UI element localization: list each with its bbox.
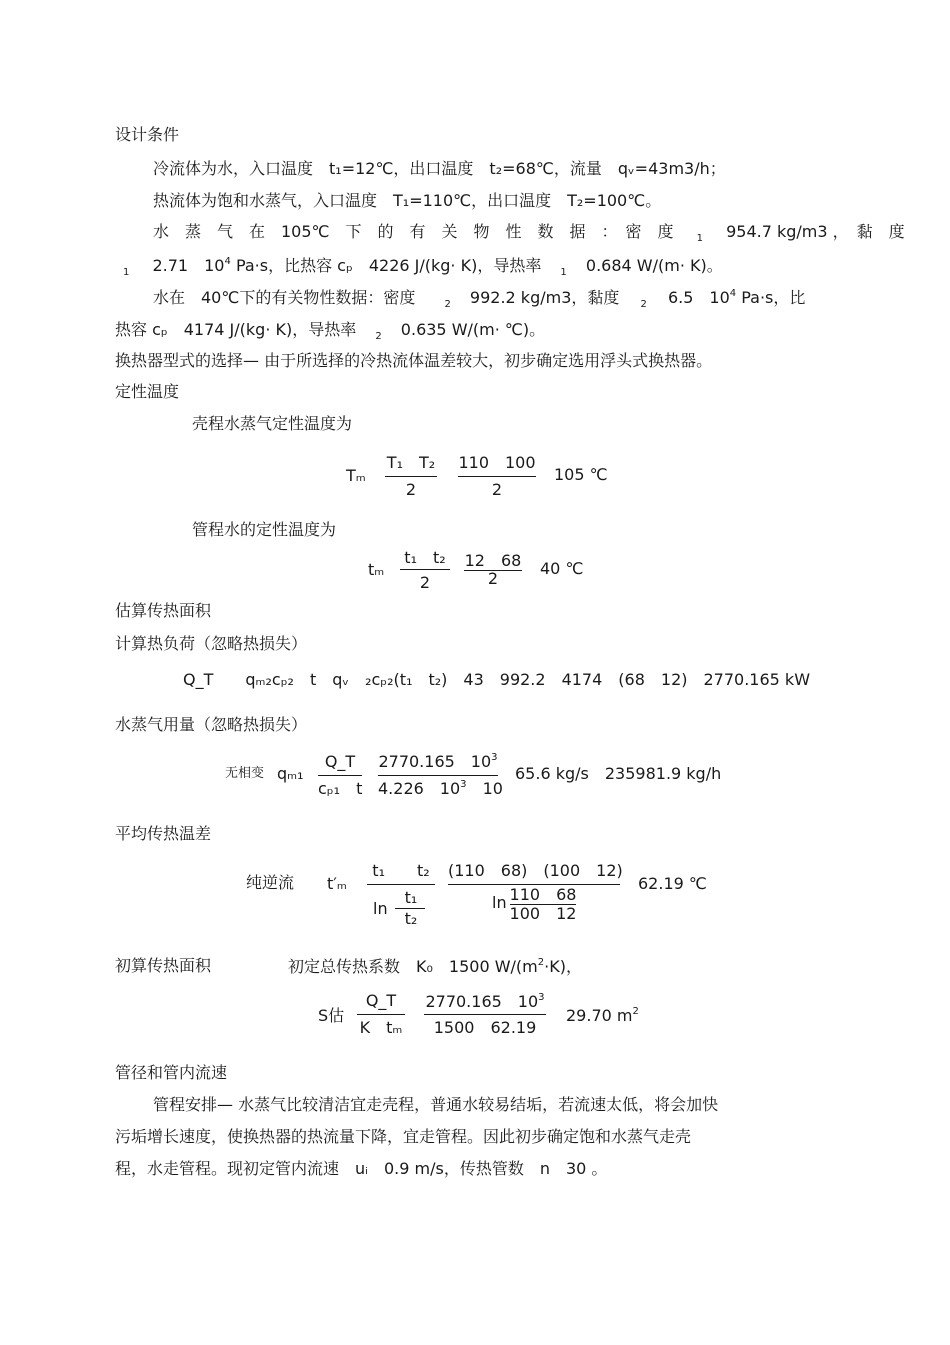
- water-cp: 热容 cₚ 4174 J/(kg· K)，导热率: [115, 320, 357, 339]
- steam-k: 0.684 W/(m· K)。: [585, 256, 723, 275]
- fraction-bar: [424, 1014, 546, 1015]
- steam-viscosity-exp: 4: [224, 256, 231, 267]
- section-heading: 设计条件: [115, 125, 180, 144]
- paragraph-line: 程，水走管程。现初定管内流速 uᵢ 0.9 m/s，传热管数 n 30 。: [115, 1159, 608, 1178]
- fraction-denominator: K tₘ: [359, 1018, 403, 1037]
- fraction-numerator: 12 68: [464, 551, 522, 570]
- fraction-inner-numerator: t₁: [404, 888, 418, 907]
- shell-temp-label: 壳程水蒸气定性温度为: [192, 414, 353, 433]
- water-viscosity-sub: 2: [640, 299, 647, 310]
- exchanger-type-line: 换热器型式的选择— 由于所选择的冷热流体温差较大，初步确定选用浮头式换热器。: [115, 351, 713, 370]
- fraction-ln: ln: [373, 899, 388, 918]
- fraction-bar: [400, 569, 450, 570]
- fraction-inner-denominator: 100 12: [509, 904, 577, 923]
- section-heading: 初算传热面积: [115, 956, 212, 975]
- tube-temp-result: 40 ℃: [540, 559, 584, 578]
- fraction-denominator: 2: [419, 573, 431, 592]
- steam-eq-lhs: qₘ₁: [277, 764, 304, 783]
- fraction-inner-denominator: t₂: [404, 909, 418, 928]
- fraction-ln: ln: [492, 893, 507, 912]
- k0-line: [288, 957, 582, 980]
- steam-eq-fraction-2: [378, 751, 503, 801]
- paragraph-line: 污垢增长速度，使换热器的热流量下降，宜走管程。因此初步确定饱和水蒸气走壳: [115, 1127, 692, 1146]
- paragraph-line: 管程安排— 水蒸气比较清洁宜走壳程，普通水较易结垢，若流速太低，将会加快: [153, 1095, 719, 1114]
- section-heading: 估算传热面积: [115, 601, 212, 620]
- fraction-denominator: cₚ₁ t: [318, 779, 363, 798]
- water-viscosity: 6.5 10: [667, 288, 730, 307]
- lmtd-lhs: t′ₘ: [327, 874, 347, 893]
- fraction-bar: [318, 775, 362, 776]
- fraction-bar: [367, 884, 435, 885]
- shell-temp-lhs: Tₘ: [346, 466, 366, 485]
- area-result: 29.70 $m^2$: [566, 1006, 639, 1025]
- fraction-bar: [357, 1014, 405, 1015]
- water-props-text: 水在 40℃下的有关物性数据：密度: [153, 288, 416, 307]
- fraction-denominator: 1500 62.19: [433, 1018, 537, 1037]
- section-heading: 定性温度: [115, 382, 180, 401]
- k0-tail: ·K)，: [544, 957, 582, 976]
- tube-temp-fraction-2: [464, 552, 522, 592]
- steam-eq-result: 65.6 kg/s 235981.9 kg/h: [515, 764, 722, 783]
- steam-density: 954.7 kg/m3 ， 黏 度: [726, 222, 905, 241]
- tube-temp-label: 管程水的定性温度为: [192, 520, 337, 539]
- fraction-bar: [378, 775, 498, 776]
- fraction-numerator: Q_T: [365, 991, 397, 1010]
- shell-temp-result: 105 ℃: [554, 465, 608, 484]
- fraction-denominator: 2: [491, 480, 503, 499]
- steam-viscosity-unit: Pa·s，比热容 cₚ 4226 J/(kg· K)，导热率: [235, 256, 542, 275]
- fraction-numerator: T₁ T₂: [386, 453, 436, 472]
- lmtd-fraction-1: [367, 862, 435, 932]
- fraction-numerator: (110 68) (100 12): [448, 861, 623, 880]
- fraction-bar: [385, 476, 437, 477]
- steam-props-line-2: [123, 256, 723, 279]
- lmtd-prefix: 纯逆流: [246, 873, 295, 892]
- k0-exp: 2: [537, 957, 545, 968]
- fraction-numerator: t₁ t₂: [372, 861, 430, 880]
- heat-load-equation: Q_T qₘ₂cₚ₂ t qᵥ ₂cₚ₂(t₁ t₂) 43 992.2 4174 (68 12) 2770.165 kW: [183, 670, 811, 689]
- area-fraction-1: [357, 992, 405, 1040]
- steam-viscosity: 2.71 10: [152, 256, 225, 275]
- water-density-sub: 2: [444, 299, 451, 310]
- lmtd-result: 62.19 ℃: [638, 874, 707, 893]
- steam-props-line: [153, 222, 905, 245]
- tube-temp-fraction-1: [400, 549, 450, 593]
- water-props-line: [153, 288, 805, 311]
- section-heading: 水蒸气用量（忽略热损失）: [115, 715, 308, 734]
- shell-temp-fraction-2: [458, 454, 536, 500]
- fraction-numerator: 2770.165 $10^3$: [425, 992, 545, 1011]
- fraction-denominator: 4.226 $10^3$ 10: [378, 779, 503, 798]
- fraction-numerator: t₁ t₂: [404, 548, 446, 567]
- area-fraction-2: [424, 991, 546, 1041]
- water-viscosity-unit: Pa·s，比: [741, 288, 806, 307]
- fraction-inner-numerator: 110 68: [509, 885, 577, 904]
- steam-props-text: 水 蒸 气 在 105℃ 下 的 有 关 物 性 数 据 ： 密 度: [153, 222, 674, 241]
- k0-text: 初定总传热系数 K₀ 1500 W/(m: [288, 957, 538, 976]
- fraction-bar: [458, 476, 536, 477]
- fraction-numerator: 2770.165 $10^3$: [378, 752, 498, 771]
- cold-fluid-line: 冷流体为水，入口温度 t₁=12℃，出口温度 t₂=68℃，流量 qᵥ=43m3/h；: [153, 159, 726, 178]
- fraction-denominator: 2: [487, 569, 499, 588]
- steam-eq-prefix: 无相变: [225, 766, 265, 781]
- lmtd-fraction-2: [448, 861, 623, 928]
- area-lhs: S估: [318, 1006, 345, 1025]
- water-k-sub: 2: [375, 331, 382, 342]
- water-props-line-2: [115, 320, 545, 343]
- fraction-numerator: 110 100: [458, 453, 536, 472]
- fraction-numerator: Q_T: [324, 752, 356, 771]
- water-viscosity-exp: 4: [729, 288, 737, 299]
- steam-k-sub: 1: [560, 267, 567, 278]
- section-heading: 计算热负荷（忽略热损失）: [115, 634, 308, 653]
- hot-fluid-line: 热流体为饱和水蒸气，入口温度 T₁=110℃，出口温度 T₂=100℃。: [153, 191, 662, 210]
- water-k: 0.635 W/(m· ℃)。: [400, 320, 546, 339]
- tube-temp-lhs: tₘ: [368, 560, 385, 579]
- steam-viscosity-sub: 1: [123, 267, 130, 278]
- steam-eq-fraction-1: [318, 753, 362, 801]
- steam-density-sub: 1: [696, 233, 703, 244]
- section-heading: 平均传热温差: [115, 824, 212, 843]
- section-heading: 管径和管内流速: [115, 1063, 228, 1082]
- water-density: 992.2 kg/m3，黏度: [469, 288, 620, 307]
- shell-temp-fraction-1: [385, 454, 437, 500]
- fraction-denominator: 2: [405, 480, 417, 499]
